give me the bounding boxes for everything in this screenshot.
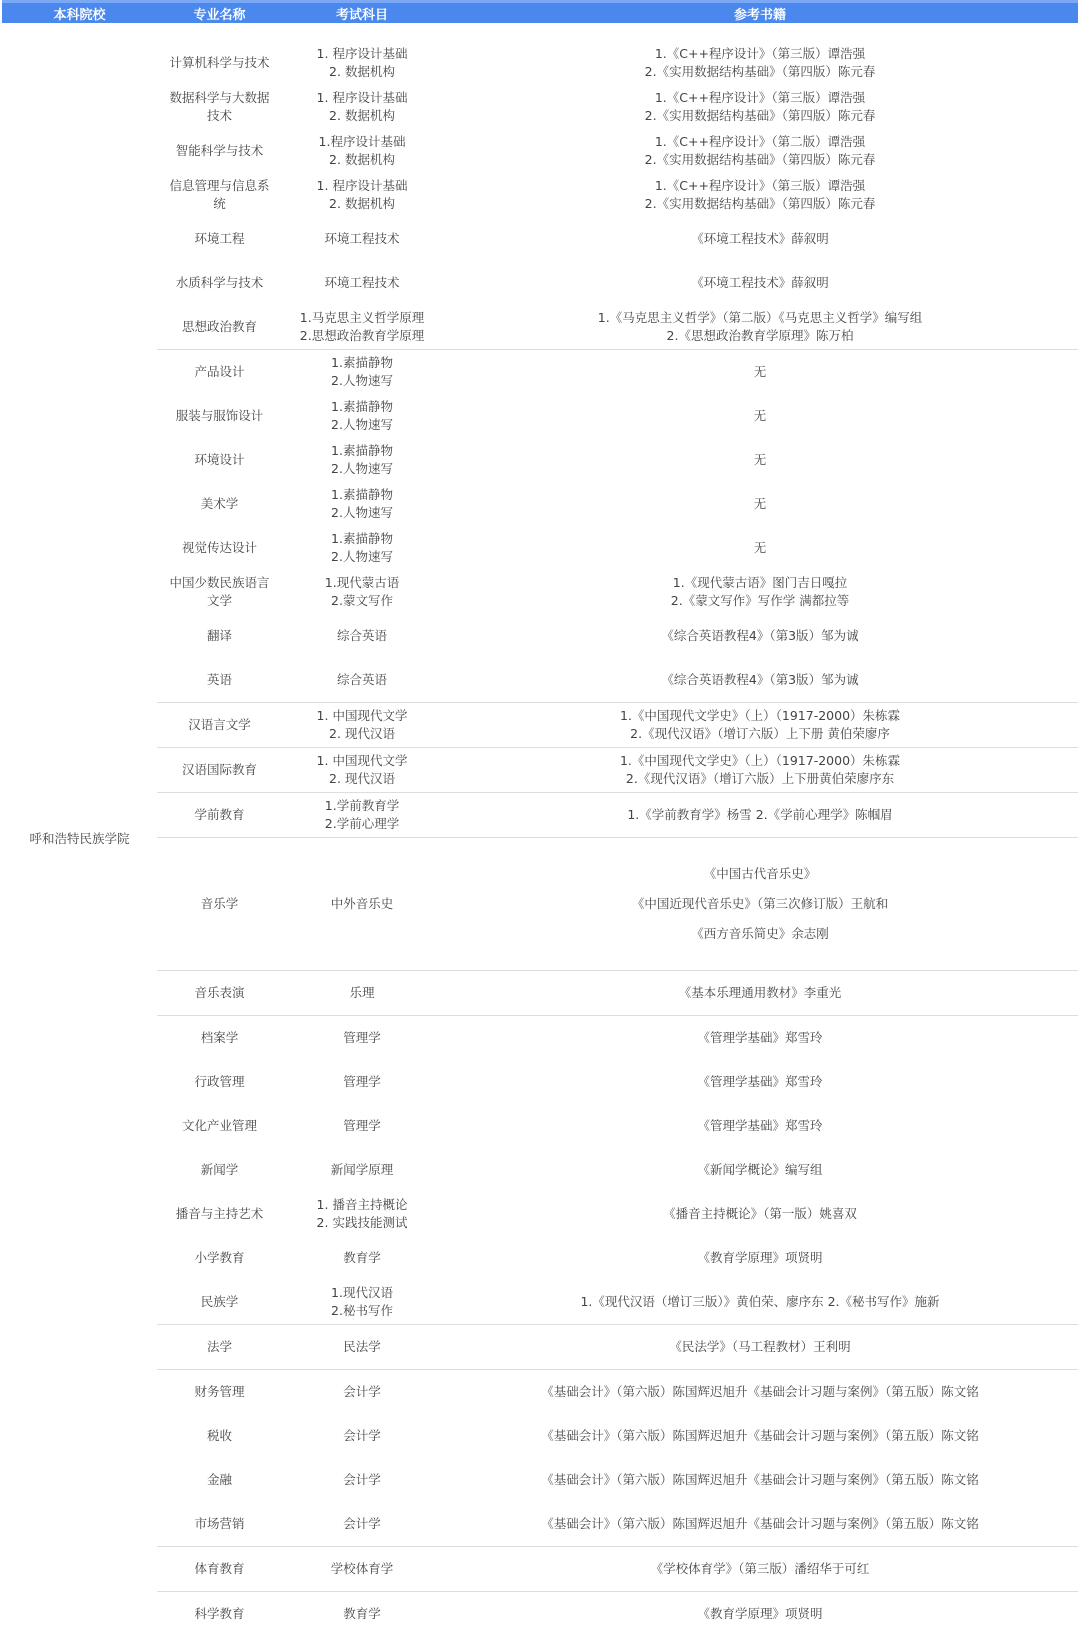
subjects	[282, 482, 442, 526]
books-line: 《中国近现代音乐史》（第三次修订版）王航和	[442, 895, 1078, 913]
books	[442, 173, 1078, 217]
major-line: 水质科学与技术	[157, 274, 282, 292]
books-line: 2.《现代汉语》（增订六版）上下册黄伯荣廖序东	[442, 770, 1078, 788]
subjects-line: 2.人物速写	[282, 416, 442, 434]
subjects	[282, 173, 442, 217]
books	[442, 614, 1078, 658]
subjects	[282, 1148, 442, 1192]
subjects-line: 2. 数据机构	[282, 195, 442, 213]
subjects-line: 1.素描静物	[282, 486, 442, 504]
books-line: 《综合英语教程4》（第3版）邹为诚	[442, 671, 1078, 689]
books-line: 1.《现代蒙古语》图门吉日嘎拉	[442, 574, 1078, 592]
books	[442, 703, 1078, 748]
table-row	[2, 438, 1078, 482]
subjects-line: 综合英语	[282, 627, 442, 645]
table-row	[2, 217, 1078, 261]
major	[157, 1325, 282, 1370]
major	[157, 1192, 282, 1236]
books-line: 1.《C++程序设计》（第三版）谭浩强	[442, 45, 1078, 63]
table-row	[2, 971, 1078, 1016]
subjects	[282, 838, 442, 971]
books	[442, 1325, 1078, 1370]
subjects-line: 2.秘书写作	[282, 1302, 442, 1320]
table-row	[2, 526, 1078, 570]
major	[157, 85, 282, 129]
table-row	[2, 1016, 1078, 1061]
table-row	[2, 1325, 1078, 1370]
subjects-line: 1.素描静物	[282, 530, 442, 548]
books-line: 《基础会计》（第六版）陈国辉迟旭升《基础会计习题与案例》（第五版）陈文铭	[442, 1427, 1078, 1445]
books-line: 《管理学基础》郑雪玲	[442, 1073, 1078, 1091]
books	[442, 1502, 1078, 1547]
major	[157, 41, 282, 85]
subjects-line: 环境工程技术	[282, 230, 442, 248]
subjects	[282, 1547, 442, 1592]
major-line: 金融	[157, 1471, 282, 1489]
books-line: 1.《C++程序设计》（第三版）谭浩强	[442, 177, 1078, 195]
major	[157, 1016, 282, 1061]
major-line: 汉语言文学	[157, 716, 282, 734]
subjects	[282, 526, 442, 570]
books-line: 《基础会计》（第六版）陈国辉迟旭升《基础会计习题与案例》（第五版）陈文铭	[442, 1515, 1078, 1533]
books-line: 无	[442, 363, 1078, 381]
books-line: 1.《学前教育学》杨雪 2.《学前心理学》陈帼眉	[442, 806, 1078, 824]
books-line: 《民法学》（马工程教材）王利明	[442, 1338, 1078, 1356]
subjects	[282, 971, 442, 1016]
major	[157, 261, 282, 305]
major-line: 思想政治教育	[157, 318, 282, 336]
subjects	[282, 305, 442, 350]
books	[442, 1547, 1078, 1592]
subjects	[282, 1236, 442, 1280]
table-row	[2, 1458, 1078, 1502]
major-line: 数据科学与大数据	[157, 89, 282, 107]
subjects	[282, 261, 442, 305]
subjects-line: 2.思想政治教育学原理	[282, 327, 442, 345]
subjects	[282, 394, 442, 438]
subjects-line: 2.人物速写	[282, 460, 442, 478]
table-row	[2, 350, 1078, 395]
table-row	[2, 793, 1078, 838]
major-line: 法学	[157, 1338, 282, 1356]
major	[157, 1547, 282, 1592]
subjects-line: 1. 中国现代文学	[282, 707, 442, 725]
subjects	[282, 1104, 442, 1148]
books	[442, 85, 1078, 129]
books	[442, 1280, 1078, 1325]
table-row	[2, 570, 1078, 614]
table-row	[2, 1547, 1078, 1592]
books	[442, 1370, 1078, 1415]
major	[157, 793, 282, 838]
books-line: 《新闻学概论》编写组	[442, 1161, 1078, 1179]
books-line: 《教育学原理》项贤明	[442, 1605, 1078, 1623]
subjects-line: 教育学	[282, 1249, 442, 1267]
books-line: 《学校体育学》（第三版）潘绍华于可红	[442, 1560, 1078, 1578]
subjects-line: 会计学	[282, 1515, 442, 1533]
subjects-line: 1. 中国现代文学	[282, 752, 442, 770]
subjects	[282, 438, 442, 482]
subjects-line: 1.学前教育学	[282, 797, 442, 815]
subjects	[282, 703, 442, 748]
books-line: 1.《现代汉语（增订三版）》黄伯荣、廖序东 2.《秘书写作》施新	[442, 1293, 1078, 1311]
table-row	[2, 748, 1078, 793]
subjects-line: 民法学	[282, 1338, 442, 1356]
subjects-line: 2.蒙文写作	[282, 592, 442, 610]
books	[442, 305, 1078, 350]
subjects-line: 会计学	[282, 1471, 442, 1489]
table-row	[2, 1236, 1078, 1280]
books	[442, 838, 1078, 971]
table-row	[2, 703, 1078, 748]
table-header	[2, 2, 1078, 24]
books-line: 无	[442, 539, 1078, 557]
subjects-line: 环境工程技术	[282, 274, 442, 292]
table-row	[2, 1502, 1078, 1547]
subjects	[282, 1502, 442, 1547]
major	[157, 570, 282, 614]
major-line: 中国少数民族语言	[157, 574, 282, 592]
books	[442, 217, 1078, 261]
spacer	[2, 23, 1078, 41]
subjects-line: 乐理	[282, 984, 442, 1002]
subjects-line: 1.素描静物	[282, 354, 442, 372]
books	[442, 971, 1078, 1016]
books-line: 《基本乐理通用教材》李重光	[442, 984, 1078, 1002]
table-row	[2, 1148, 1078, 1192]
major-line: 体育教育	[157, 1560, 282, 1578]
books-line: 《管理学基础》郑雪玲	[442, 1117, 1078, 1135]
major	[157, 173, 282, 217]
major	[157, 1236, 282, 1280]
books-line: 无	[442, 451, 1078, 469]
major-line: 档案学	[157, 1029, 282, 1047]
books-line: 2.《思想政治教育学原理》陈万柏	[442, 327, 1078, 345]
books	[442, 1192, 1078, 1236]
major	[157, 658, 282, 703]
table-row	[2, 1414, 1078, 1458]
books	[442, 261, 1078, 305]
books-line: 1.《中国现代文学史》（上）（1917-2000）朱栋霖	[442, 752, 1078, 770]
major-line: 翻译	[157, 627, 282, 645]
major	[157, 350, 282, 395]
subjects	[282, 614, 442, 658]
books	[442, 1414, 1078, 1458]
major	[157, 482, 282, 526]
books-line: 《西方音乐简史》余志刚	[442, 925, 1078, 943]
major	[157, 1502, 282, 1547]
reference-books-table	[2, 0, 1078, 1636]
books	[442, 438, 1078, 482]
books	[442, 1148, 1078, 1192]
books	[442, 526, 1078, 570]
subjects-line: 2. 数据机构	[282, 151, 442, 169]
header-school: 本科院校	[2, 2, 157, 24]
subjects-line: 1.现代蒙古语	[282, 574, 442, 592]
major-line: 音乐学	[157, 895, 282, 913]
subjects-line: 管理学	[282, 1073, 442, 1091]
major-line: 民族学	[157, 1293, 282, 1311]
table-row	[2, 129, 1078, 173]
subjects	[282, 1060, 442, 1104]
major-line: 文化产业管理	[157, 1117, 282, 1135]
major-line: 视觉传达设计	[157, 539, 282, 557]
major-line: 汉语国际教育	[157, 761, 282, 779]
subjects	[282, 1016, 442, 1061]
subjects-line: 1.素描静物	[282, 398, 442, 416]
books-line: 2.《实用数据结构基础》（第四版）陈元春	[442, 151, 1078, 169]
table-row	[2, 614, 1078, 658]
subjects	[282, 85, 442, 129]
subjects-line: 2.人物速写	[282, 372, 442, 390]
major	[157, 838, 282, 971]
major-line: 产品设计	[157, 363, 282, 381]
major	[157, 971, 282, 1016]
subjects	[282, 1414, 442, 1458]
books-line: 1.《中国现代文学史》（上）（1917-2000）朱栋霖	[442, 707, 1078, 725]
table-row	[2, 41, 1078, 85]
books	[442, 41, 1078, 85]
major	[157, 305, 282, 350]
subjects-line: 教育学	[282, 1605, 442, 1623]
books-line: 《基础会计》（第六版）陈国辉迟旭升《基础会计习题与案例》（第五版）陈文铭	[442, 1471, 1078, 1489]
subjects	[282, 41, 442, 85]
major-line: 环境设计	[157, 451, 282, 469]
books-line: 2.《实用数据结构基础》（第四版）陈元春	[442, 195, 1078, 213]
major-line: 计算机科学与技术	[157, 54, 282, 72]
major-line: 技术	[157, 107, 282, 125]
books	[442, 1060, 1078, 1104]
major-line: 统	[157, 195, 282, 213]
major	[157, 1280, 282, 1325]
books	[442, 1104, 1078, 1148]
subjects	[282, 1280, 442, 1325]
subjects-line: 2. 现代汉语	[282, 770, 442, 788]
table-row	[2, 482, 1078, 526]
books	[442, 1016, 1078, 1061]
subjects-line: 2. 数据机构	[282, 107, 442, 125]
major	[157, 1370, 282, 1415]
major-line: 信息管理与信息系	[157, 177, 282, 195]
major-line: 环境工程	[157, 230, 282, 248]
header-subjects: 考试科目	[282, 2, 442, 24]
books-line: 《管理学基础》郑雪玲	[442, 1029, 1078, 1047]
books-line: 2.《实用数据结构基础》（第四版）陈元春	[442, 63, 1078, 81]
major	[157, 438, 282, 482]
major-line: 美术学	[157, 495, 282, 513]
subjects-line: 2. 实践技能测试	[282, 1214, 442, 1232]
books-line: 《教育学原理》项贤明	[442, 1249, 1078, 1267]
books	[442, 793, 1078, 838]
major	[157, 614, 282, 658]
subjects-line: 2.人物速写	[282, 548, 442, 566]
subjects	[282, 1592, 442, 1636]
table-row	[2, 1592, 1078, 1636]
subjects-line: 综合英语	[282, 671, 442, 689]
subjects	[282, 793, 442, 838]
subjects-line: 1. 程序设计基础	[282, 45, 442, 63]
books-line: 《基础会计》（第六版）陈国辉迟旭升《基础会计习题与案例》（第五版）陈文铭	[442, 1383, 1078, 1401]
subjects	[282, 1370, 442, 1415]
major	[157, 394, 282, 438]
books-line: 无	[442, 495, 1078, 513]
subjects-line: 1.马克思主义哲学原理	[282, 309, 442, 327]
table-row	[2, 1370, 1078, 1415]
subjects	[282, 1325, 442, 1370]
subjects-line: 1. 播音主持概论	[282, 1196, 442, 1214]
subjects	[282, 217, 442, 261]
books	[442, 350, 1078, 395]
books-line: 《环境工程技术》薛叙明	[442, 230, 1078, 248]
subjects-line: 会计学	[282, 1427, 442, 1445]
major-line: 学前教育	[157, 806, 282, 824]
books	[442, 570, 1078, 614]
books-line: 1.《C++程序设计》（第二版）谭浩强	[442, 133, 1078, 151]
books-line: 1.《C++程序设计》（第三版）谭浩强	[442, 89, 1078, 107]
table-row	[2, 173, 1078, 217]
subjects-line: 2. 现代汉语	[282, 725, 442, 743]
books	[442, 394, 1078, 438]
major-line: 文学	[157, 592, 282, 610]
books	[442, 1236, 1078, 1280]
subjects	[282, 658, 442, 703]
header-major: 专业名称	[157, 2, 282, 24]
table-row	[2, 1104, 1078, 1148]
subjects-line: 2. 数据机构	[282, 63, 442, 81]
major-line: 播音与主持艺术	[157, 1205, 282, 1223]
major-line: 财务管理	[157, 1383, 282, 1401]
major	[157, 1458, 282, 1502]
subjects-line: 1.素描静物	[282, 442, 442, 460]
subjects-line: 会计学	[282, 1383, 442, 1401]
major	[157, 748, 282, 793]
subjects	[282, 350, 442, 395]
subjects-line: 2.人物速写	[282, 504, 442, 522]
books	[442, 129, 1078, 173]
books	[442, 658, 1078, 703]
table-row	[2, 838, 1078, 971]
major-line: 智能科学与技术	[157, 142, 282, 160]
subjects	[282, 570, 442, 614]
table-row	[2, 261, 1078, 305]
subjects	[282, 1192, 442, 1236]
table-row	[2, 1192, 1078, 1236]
subjects	[282, 748, 442, 793]
books-line: 《中国古代音乐史》	[442, 865, 1078, 883]
subjects-line: 中外音乐史	[282, 895, 442, 913]
table-row	[2, 658, 1078, 703]
subjects-line: 管理学	[282, 1117, 442, 1135]
major-line: 行政管理	[157, 1073, 282, 1091]
major	[157, 217, 282, 261]
table-row	[2, 1060, 1078, 1104]
books-line: 2.《现代汉语》（增订六版）上下册 黄伯荣廖序	[442, 725, 1078, 743]
major-line: 英语	[157, 671, 282, 689]
books-line: 《综合英语教程4》（第3版）邹为诚	[442, 627, 1078, 645]
books	[442, 748, 1078, 793]
subjects-line: 1.程序设计基础	[282, 133, 442, 151]
major-line: 科学教育	[157, 1605, 282, 1623]
subjects-line: 学校体育学	[282, 1560, 442, 1578]
books	[442, 1592, 1078, 1636]
major-line: 音乐表演	[157, 984, 282, 1002]
subjects-line: 管理学	[282, 1029, 442, 1047]
subjects-line: 2.学前心理学	[282, 815, 442, 833]
major	[157, 703, 282, 748]
major	[157, 1148, 282, 1192]
major-line: 新闻学	[157, 1161, 282, 1179]
major	[157, 129, 282, 173]
books-line: 《环境工程技术》薛叙明	[442, 274, 1078, 292]
header-books: 参考书籍	[442, 2, 1078, 24]
subjects	[282, 1458, 442, 1502]
books-line: 2.《蒙文写作》写作学 满都拉等	[442, 592, 1078, 610]
subjects	[282, 129, 442, 173]
major	[157, 1060, 282, 1104]
major-line: 小学教育	[157, 1249, 282, 1267]
major-line: 税收	[157, 1427, 282, 1445]
table-row	[2, 85, 1078, 129]
books-line: 无	[442, 407, 1078, 425]
school-name: 呼和浩特民族学院	[2, 41, 157, 1636]
books	[442, 482, 1078, 526]
major	[157, 1104, 282, 1148]
books	[442, 1458, 1078, 1502]
subjects-line: 1. 程序设计基础	[282, 89, 442, 107]
major-line: 市场营销	[157, 1515, 282, 1533]
major	[157, 1414, 282, 1458]
subjects-line: 1.现代汉语	[282, 1284, 442, 1302]
books-line: 2.《实用数据结构基础》（第四版）陈元春	[442, 107, 1078, 125]
books-line: 1.《马克思主义哲学》（第二版）《马克思主义哲学》编写组	[442, 309, 1078, 327]
table-row	[2, 1280, 1078, 1325]
table-row	[2, 305, 1078, 350]
table-row	[2, 394, 1078, 438]
major-line: 服装与服饰设计	[157, 407, 282, 425]
major	[157, 526, 282, 570]
subjects-line: 新闻学原理	[282, 1161, 442, 1179]
books-line: 《播音主持概论》（第一版）姚喜双	[442, 1205, 1078, 1223]
major	[157, 1592, 282, 1636]
subjects-line: 1. 程序设计基础	[282, 177, 442, 195]
